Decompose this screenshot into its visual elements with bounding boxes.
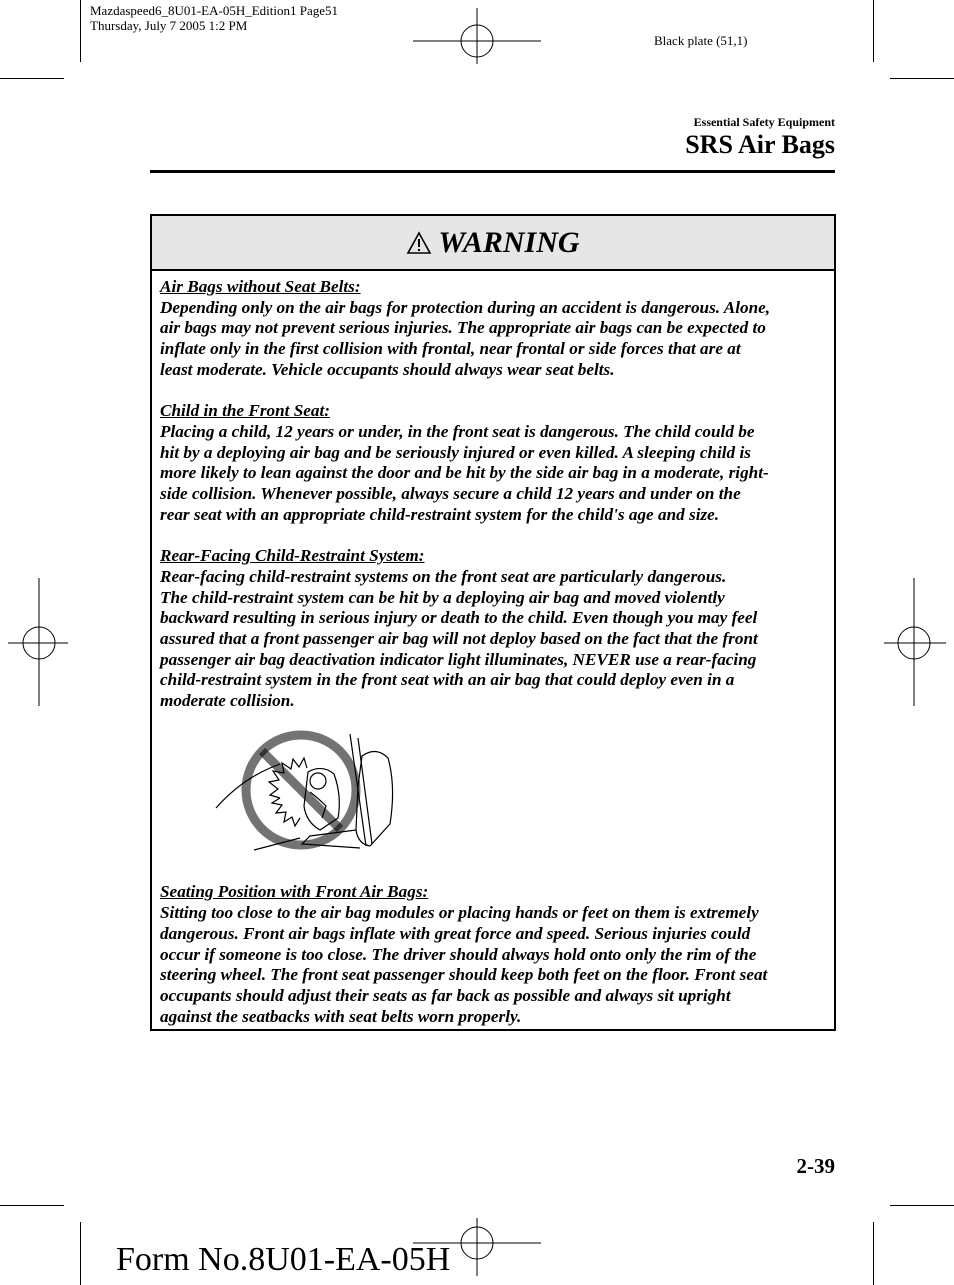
warning-section-seat-belts [160, 277, 827, 381]
text-line: side collision. Whenever possible, always secure a child 12 years and under on the [160, 484, 741, 504]
text-line: backward resulting in serious injury or death to the child. Even though you may feel [160, 608, 758, 628]
section-heading: Seating Position with Front Air Bags: [160, 882, 429, 902]
text-line: rear seat with an appropriate child-restraint system for the child's age and size. [160, 504, 720, 524]
text-line: Depending only on the air bags for protection during an accident is dangerous. Alone, [160, 297, 771, 317]
text-line: assured that a front passenger air bag will not deploy based on the fact that the front [160, 628, 758, 648]
warning-label: WARNING [438, 225, 580, 259]
page-title: SRS Air Bags [685, 130, 835, 159]
warning-section-seating-position [160, 882, 827, 1027]
text-line: passenger air bag deactivation indicator light illuminates, NEVER use a rear-facing [160, 649, 757, 669]
text-line: child-restraint system in the front seat with an air bag that could deploy even in a [160, 670, 735, 690]
warning-section-child-front-seat [160, 401, 827, 525]
text-line: dangerous. Front air bags inflate with great force and speed. Serious injuries could [160, 923, 751, 943]
header-rule [150, 170, 835, 173]
page-number: 2-39 [796, 1154, 835, 1178]
text-line: against the seatbacks with seat belts worn properly. [160, 1006, 522, 1026]
text-line: more likely to lean against the door and be hit by the side air bag in a moderate, right- [160, 463, 769, 483]
warning-section-rear-facing [160, 546, 827, 712]
text-line: moderate collision. [160, 691, 295, 711]
warning-triangle-icon [406, 231, 432, 255]
section-heading: Rear-Facing Child-Restraint System: [160, 546, 425, 566]
text-line: least moderate. Vehicle occupants should always wear seat belts. [160, 359, 615, 379]
warning-header [152, 216, 834, 271]
text-line: Rear-facing child-restraint systems on the front seat are particularly dangerous. [160, 566, 727, 586]
text-line: The child-restraint system can be hit by a deploying air bag and moved violently [160, 587, 725, 607]
section-label: Essential Safety Equipment [693, 115, 835, 129]
text-line: Sitting too close to the air bag modules or placing hands or feet on them is extremely [160, 903, 759, 923]
plate-label: Black plate (51,1) [654, 33, 748, 48]
print-meta-line-2: Thursday, July 7 2005 1:2 PM [90, 18, 248, 33]
text-line: occupants should adjust their seats as far back as possible and always sit upright [160, 985, 731, 1005]
print-meta-line-1: Mazdaspeed6_8U01-EA-05H_Edition1 Page51 [90, 3, 339, 18]
section-heading: Air Bags without Seat Belts: [160, 277, 361, 296]
no-rear-facing-child-seat-illustration [210, 726, 410, 856]
text-line: hit by a deploying air bag and be seriously injured or even killed. A sleeping child is [160, 442, 751, 462]
text-line: inflate only in the first collision with frontal, near frontal or side forces that are at [160, 339, 741, 359]
warning-box [150, 214, 836, 1031]
form-number: Form No.8U01-EA-05H [116, 1241, 451, 1278]
text-line: Placing a child, 12 years or under, in the front seat is dangerous. The child could be [160, 421, 755, 441]
text-line: steering wheel. The front seat passenger should keep both feet on the floor. Front seat [160, 965, 768, 985]
text-line: occur if someone is too close. The driver should always hold onto only the rim of the [160, 944, 757, 964]
warning-body [152, 271, 834, 1027]
illustration-area [160, 726, 827, 876]
print-metadata [90, 3, 338, 33]
section-heading: Child in the Front Seat: [160, 401, 331, 421]
text-line: air bags may not prevent serious injuries. The appropriate air bags can be expected to [160, 318, 766, 338]
